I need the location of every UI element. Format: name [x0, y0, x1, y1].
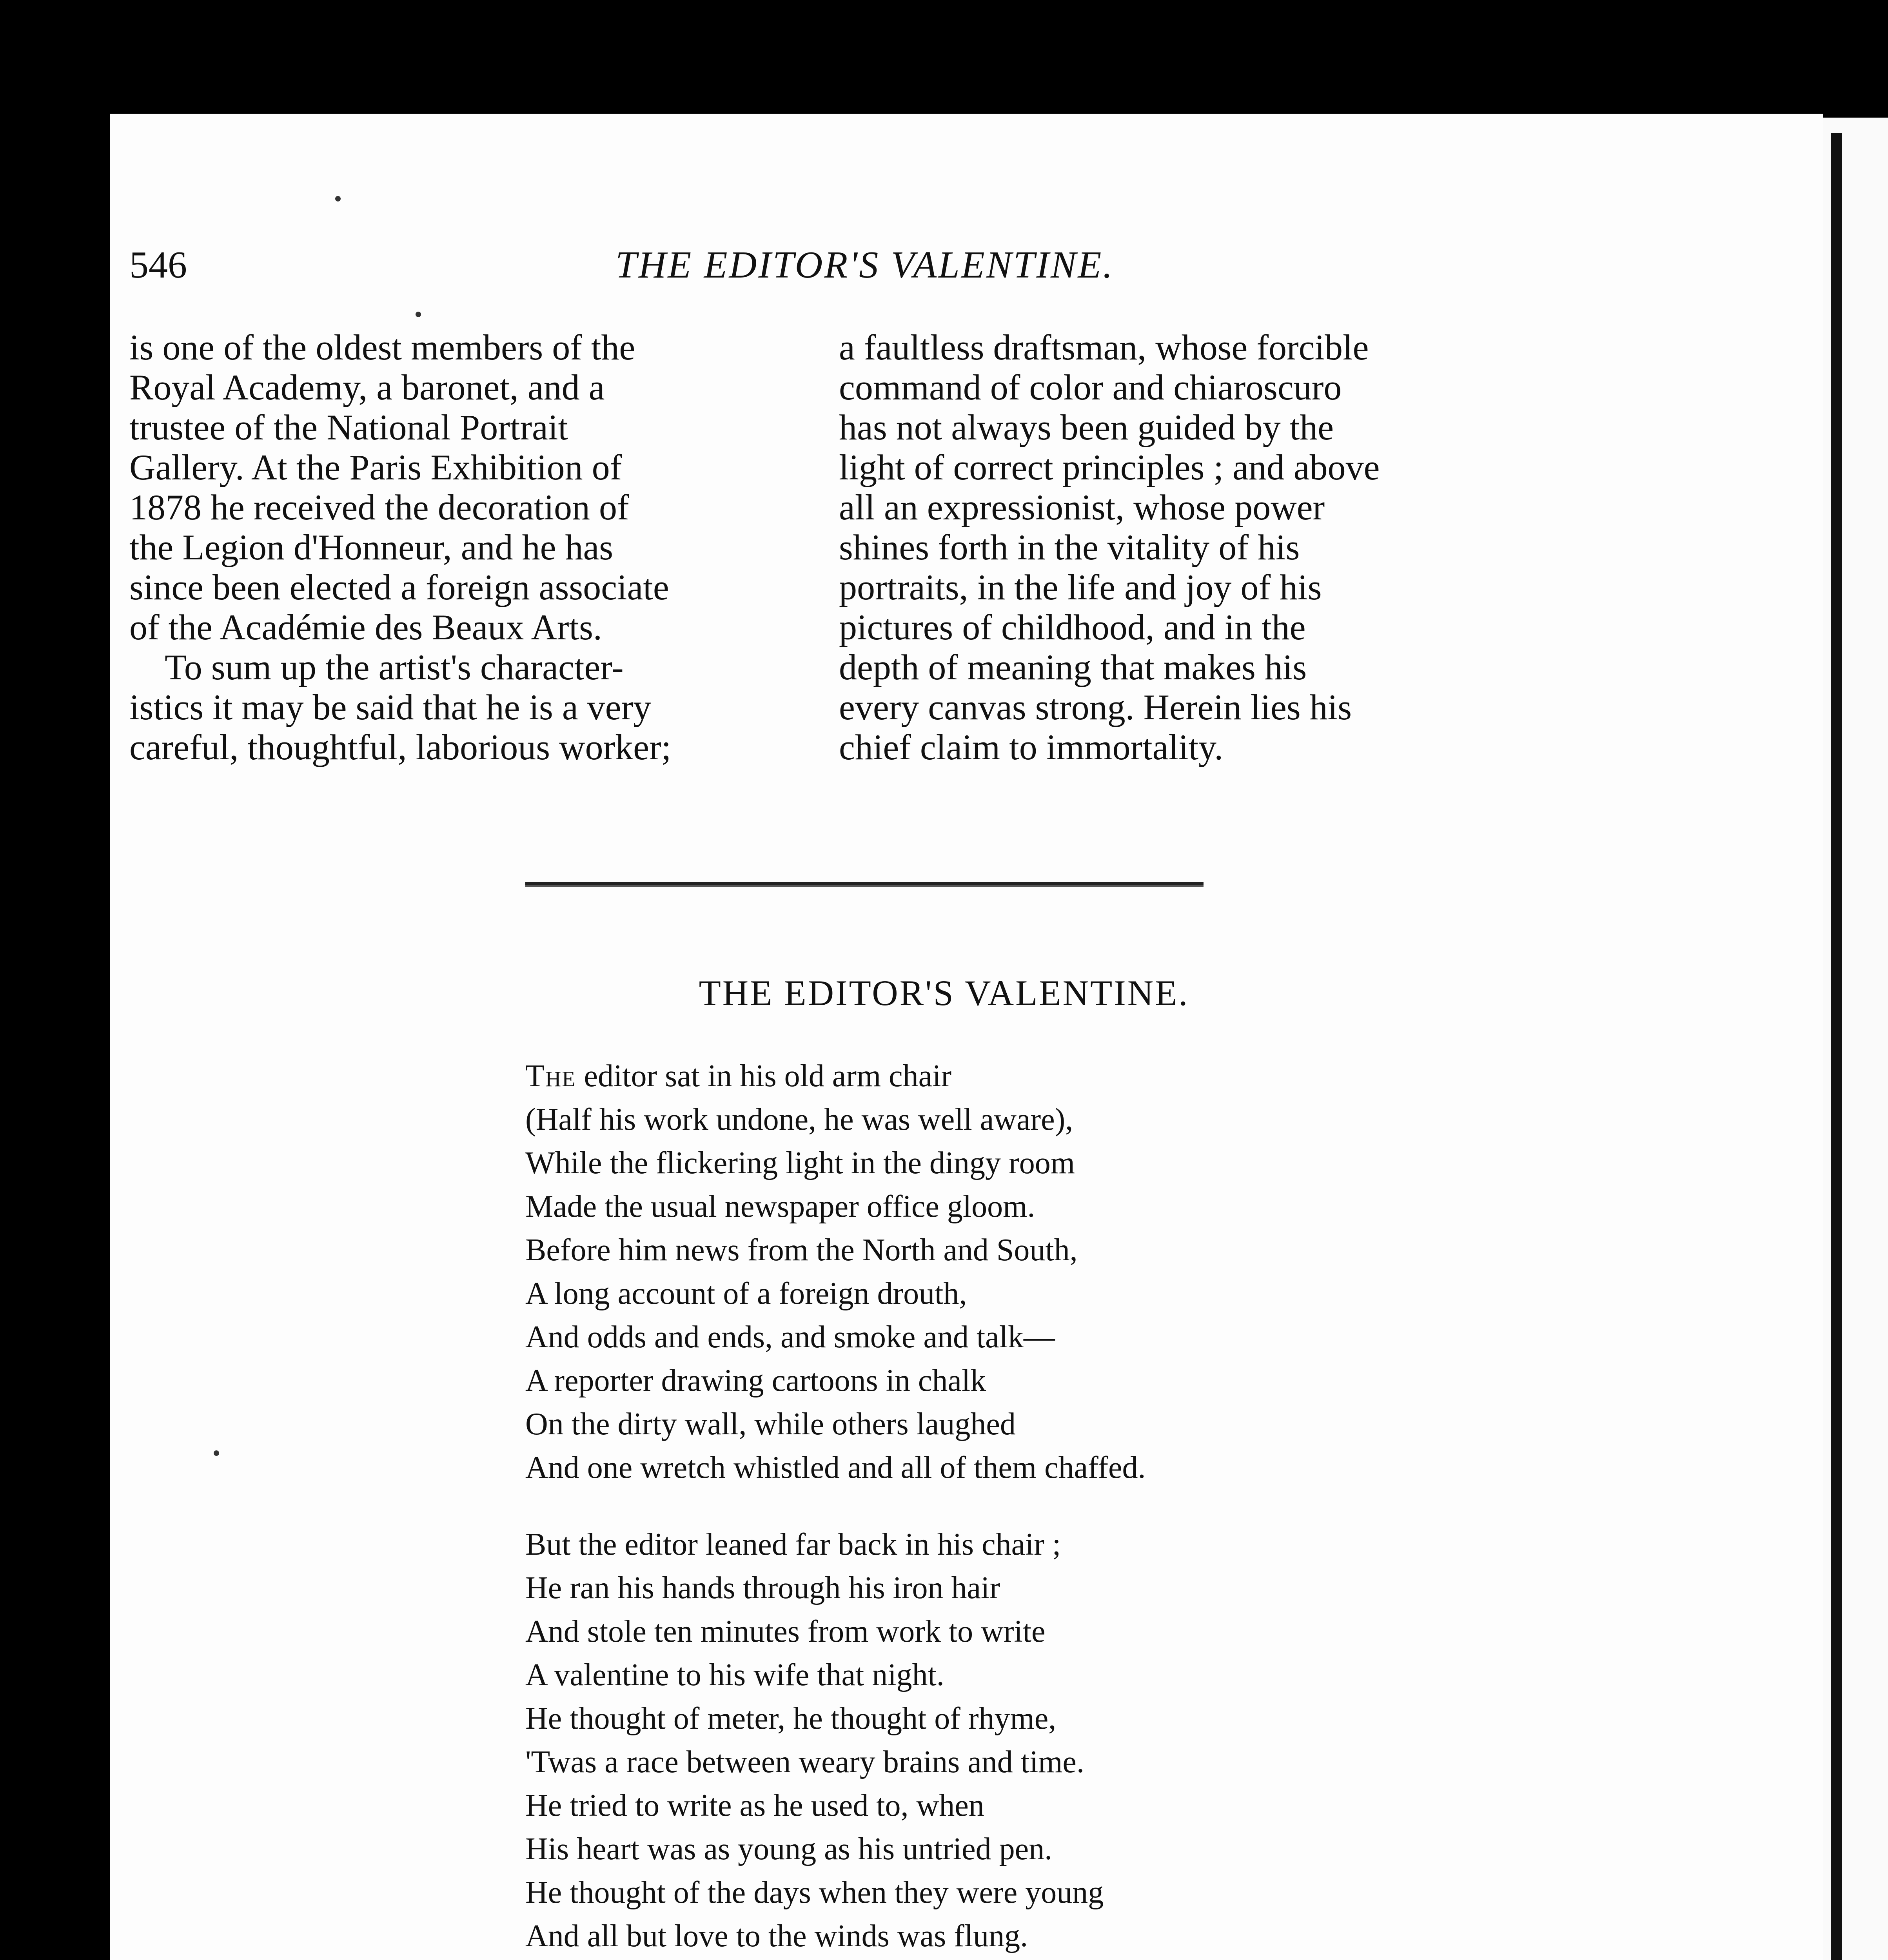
poem-title: THE EDITOR'S VALENTINE. [699, 973, 1189, 1013]
scan-speck [416, 312, 421, 317]
poem-line: A valentine to his wife that night. [525, 1658, 944, 1692]
poem-body [525, 1054, 1388, 1960]
poem-line: And all but love to the winds was flung. [525, 1919, 1028, 1953]
section-divider [525, 882, 1204, 885]
poem-line: While the flickering light in the dingy room [525, 1146, 1075, 1180]
poem-line: He thought of meter, he thought of rhyme, [525, 1701, 1057, 1736]
poem-line: He ran his hands through his iron hair [525, 1571, 1000, 1605]
poem-line: And stole ten minutes from work to write [525, 1614, 1046, 1649]
running-head: THE EDITOR'S VALENTINE. [615, 244, 1114, 286]
adjacent-page-edge [1823, 118, 1888, 1960]
poem-line: A long account of a foreign drouth, [525, 1276, 967, 1311]
poem-line-text: editor sat in his old arm chair [576, 1059, 952, 1093]
text-line: chief claim to immortality. [839, 727, 1224, 767]
article-right-column [839, 327, 1505, 767]
text-line: of the Académie des Beaux Arts. [129, 607, 602, 647]
text-line: pictures of childhood, and in the [839, 607, 1306, 647]
poem-line: On the dirty wall, while others laughed [525, 1407, 1016, 1441]
poem-line: Made the usual newspaper office gloom. [525, 1189, 1035, 1224]
poem-line: He thought of the days when they were young [525, 1875, 1104, 1910]
poem-line: And odds and ends, and smoke and talk— [525, 1320, 1055, 1354]
text-line: a faultless draftsman, whose forcible [839, 327, 1369, 367]
text-line: portraits, in the life and joy of his [839, 567, 1322, 607]
text-line: shines forth in the vitality of his [839, 527, 1300, 567]
poem-line: 'Twas a race between weary brains and time. [525, 1745, 1084, 1779]
page-header [129, 235, 1266, 290]
text-line: To sum up the artist's character- [165, 647, 624, 687]
text-line: 1878 he received the decoration of [129, 487, 629, 527]
poem-first-word: The [525, 1059, 576, 1093]
text-line: careful, thoughtful, laborious worker; [129, 727, 672, 767]
poem-line: He tried to write as he used to, when [525, 1788, 984, 1823]
text-line: command of color and chiaroscuro [839, 367, 1342, 407]
text-line: depth of meaning that makes his [839, 647, 1307, 687]
stanza-1 [525, 1054, 1388, 1490]
poem-line: And one wretch whistled and all of them chaffed. [525, 1450, 1146, 1485]
stanza-2 [525, 1523, 1388, 1958]
poem-line: Before him news from the North and South, [525, 1233, 1078, 1267]
article-left-column [129, 327, 796, 767]
text-line: has not always been guided by the [839, 407, 1334, 447]
text-line: istics it may be said that he is a very [129, 687, 652, 727]
poem-line: (Half his work undone, he was well aware), [525, 1102, 1073, 1137]
text-line: Gallery. At the Paris Exhibition of [129, 447, 622, 487]
poem-line: But the editor leaned far back in his chair ; [525, 1527, 1061, 1562]
text-line: trustee of the National Portrait [129, 407, 568, 447]
text-line: the Legion d'Honneur, and he has [129, 527, 614, 567]
poem-line: A reporter drawing cartoons in chalk [525, 1363, 986, 1398]
text-line: all an expressionist, whose power [839, 487, 1325, 527]
poem-line [525, 1054, 1388, 1098]
text-line: is one of the oldest members of the [129, 327, 635, 367]
scan-speck [335, 196, 341, 201]
page-number: 546 [129, 244, 187, 286]
text-line: Royal Academy, a baronet, and a [129, 367, 605, 407]
scan-speck [214, 1450, 219, 1456]
text-line: since been elected a foreign associate [129, 567, 669, 607]
text-line: light of correct principles ; and above [839, 447, 1380, 487]
text-line: every canvas strong. Herein lies his [839, 687, 1352, 727]
poem-line: His heart was as young as his untried pen. [525, 1832, 1053, 1866]
